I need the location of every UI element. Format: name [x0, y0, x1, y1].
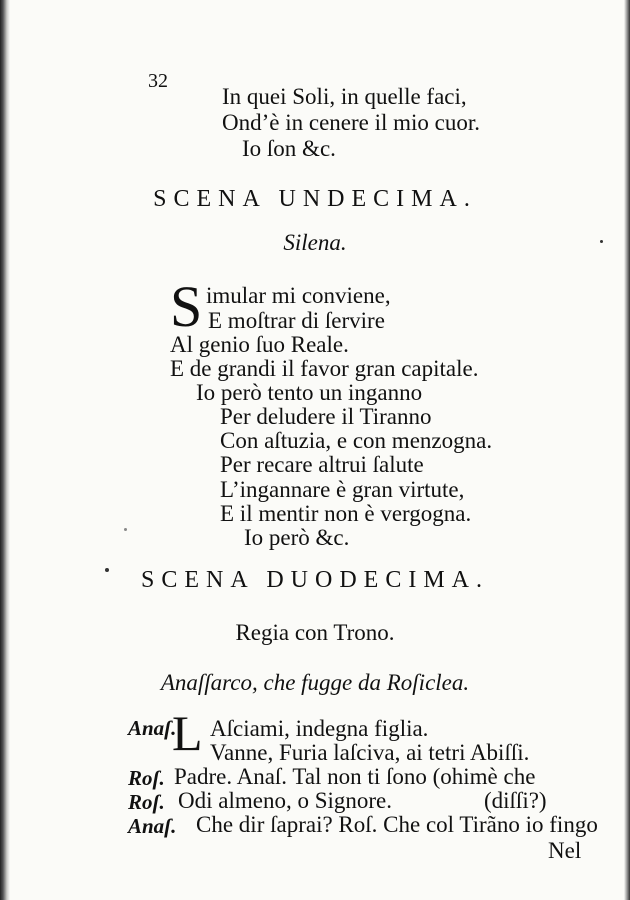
- dialogue-line: Che dir ſaprai? Roſ. Che col Tirãno io fingo: [196, 812, 598, 837]
- page-number: 32: [148, 70, 168, 92]
- catchword: Nel: [548, 838, 582, 863]
- character-name: Silena.: [283, 230, 347, 255]
- verse-line: E il mentir non è vergogna.: [220, 501, 472, 526]
- ink-fleck: [124, 528, 127, 531]
- dialogue-line: Vanne, Furia laſciva, ai tetri Abiſſi.: [210, 740, 530, 765]
- ink-fleck: [600, 240, 603, 243]
- speaker-label: Roſ.: [128, 790, 165, 814]
- verse-line: imular mi conviene,: [206, 283, 391, 308]
- verse-line: Io però &c.: [244, 525, 350, 550]
- verse-line: Per recare altrui ſalute: [220, 452, 424, 477]
- dialogue-line: Aſciami, indegna figlia.: [210, 716, 429, 741]
- ink-fleck: [105, 568, 109, 572]
- speaker-label: Anaſ.: [128, 716, 177, 740]
- drop-cap: L: [172, 705, 203, 761]
- verse-line: Ond’è in cenere il mio cuor.: [222, 110, 481, 135]
- speaker-label: Roſ.: [128, 766, 165, 790]
- verse-line: Con aſtuzia, e con menzogna.: [220, 428, 493, 453]
- verse-line: Io però tento un inganno: [196, 380, 423, 405]
- dialogue-line: Odi almeno, o Signore. (diſſi?): [178, 788, 547, 813]
- verse-line: E moſtrar di ſervire: [208, 308, 385, 333]
- verse-line: In quei Soli, in quelle faci,: [222, 84, 467, 109]
- page-binding-shadow: [0, 0, 10, 900]
- page-edge-shadow: [624, 0, 630, 900]
- drop-cap: S: [170, 274, 203, 339]
- dialogue-line: Padre. Anaſ. Tal non ti ſono (ohimè che: [174, 764, 536, 789]
- verse-line: L’ingannare è gran virtute,: [220, 477, 465, 502]
- verse-line: Al genio ſuo Reale.: [170, 332, 349, 357]
- scene-heading: SCENA DUODECIMA.: [140, 567, 489, 593]
- stage-direction: Anaſſarco, che fugge da Roſiclea.: [160, 670, 470, 695]
- stage-setting: Regia con Trono.: [235, 620, 395, 645]
- verse-line: E de grandi il favor gran capitale.: [170, 356, 479, 381]
- speaker-label: Anaſ.: [128, 814, 177, 838]
- scene-heading: SCENA UNDECIMA.: [153, 186, 477, 212]
- verse-line: Per deludere il Tiranno: [220, 404, 432, 429]
- verse-line: Io ſon &c.: [242, 136, 336, 161]
